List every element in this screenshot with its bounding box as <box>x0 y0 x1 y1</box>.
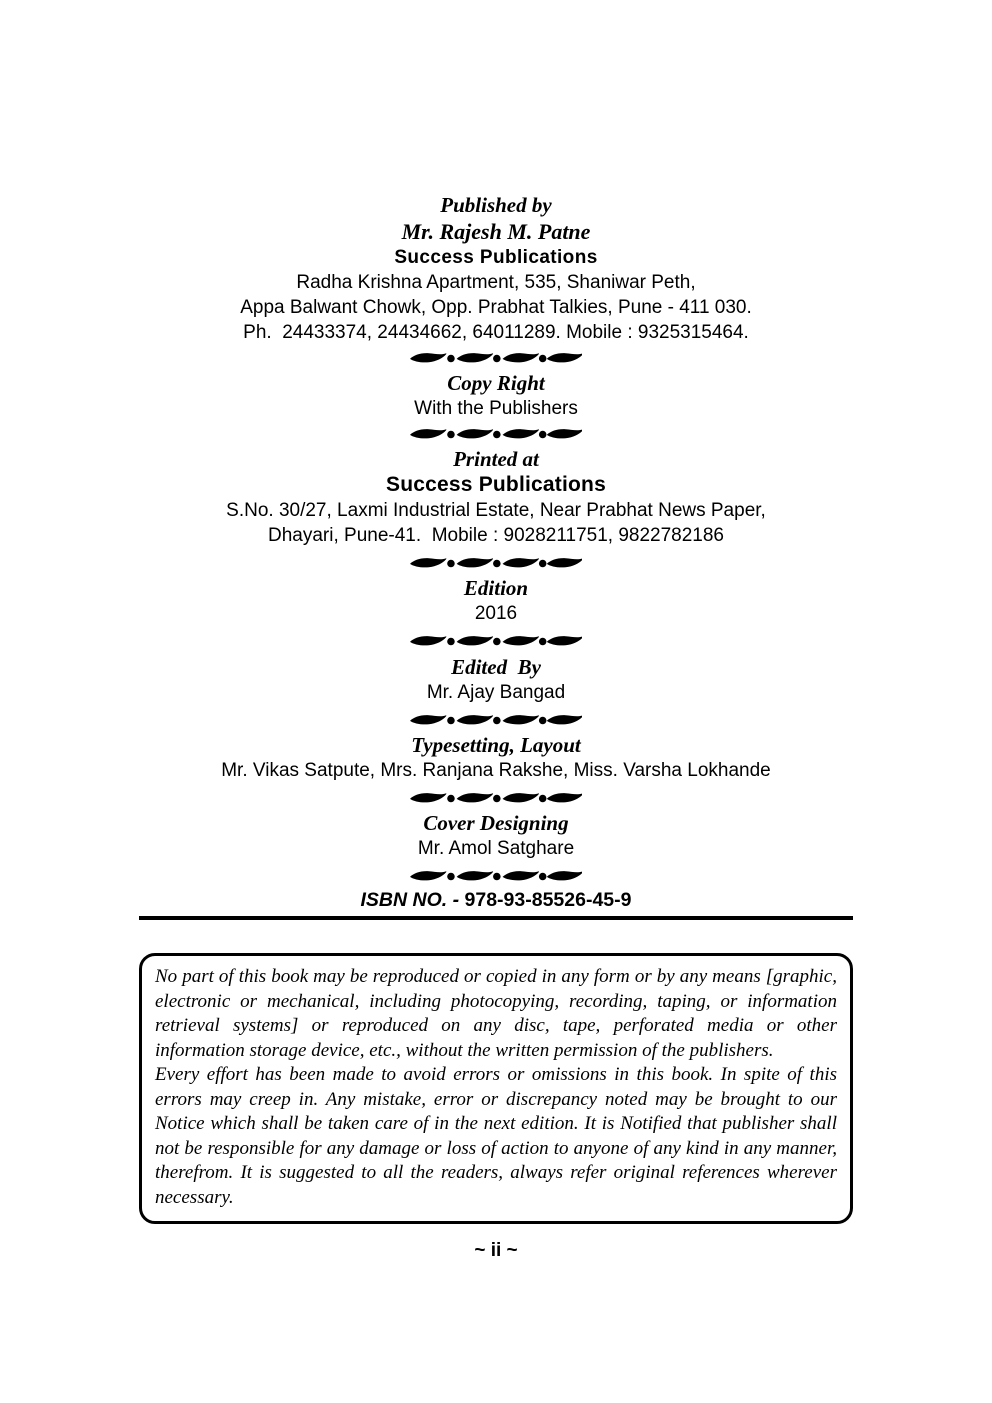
printer-company: Success Publications <box>386 473 606 496</box>
printed-at-heading: Printed at <box>453 447 539 471</box>
printer-address-line2: Dhayari, Pune-41. Mobile : 9028211751, 9822782186 <box>268 525 724 546</box>
edited-by-heading: Edited By <box>451 655 541 679</box>
publisher-phone-line: Ph. 24433374, 24434662, 64011289. Mobile : 9325315464. <box>243 322 749 343</box>
page-number: ~ ii ~ <box>474 1240 518 1261</box>
cover-designer-name: Mr. Amol Satghare <box>417 838 575 859</box>
copyright-holder: With the Publishers <box>414 398 578 419</box>
edition-heading: Edition <box>463 576 529 600</box>
editor-name: Mr. Ajay Bangad <box>426 682 566 703</box>
typesetting-heading: Typesetting, Layout <box>411 733 581 757</box>
published-by-heading: Published by <box>440 193 552 217</box>
leaf-divider-icon <box>410 351 582 365</box>
leaf-divider-icon <box>410 713 582 727</box>
leaf-divider-icon <box>410 556 582 570</box>
publisher-name: Mr. Rajesh M. Patne <box>401 219 591 244</box>
notice-paragraph-errors: Every effort has been made to avoid errors or omissions in this book. In spite of this errors may creep in. Any mistake, error or discrepancy noted may be brought to our Notice which shall be taken care of in the next edition. It is Notified that publisher shall not be responsible for any damage or loss of action to anyone of any kind in any manner, therefrom. It is suggested to all the readers, always refer original references wherever necessary. <box>155 1064 837 1208</box>
isbn-label: ISBN NO. - <box>360 889 465 911</box>
notice-paragraph-reproduction: No part of this book may be reproduced or copied in any form or by any means [graphic, electronic or mechanical, including photocopying, recording, taping, or information retrieval systems] or reproduced on any disc, tape, perforated media or other information storage device, etc., without the written permission of the publishers. <box>155 966 837 1061</box>
cover-designing-heading: Cover Designing <box>423 811 569 835</box>
edition-year: 2016 <box>474 603 518 624</box>
copyright-heading: Copy Right <box>447 371 545 395</box>
isbn-line <box>0 888 992 913</box>
leaf-divider-icon <box>410 634 582 648</box>
publisher-company: Success Publications <box>394 247 598 268</box>
publisher-address-line1: Radha Krishna Apartment, 535, Shaniwar Peth, <box>296 272 696 293</box>
typesetting-names: Mr. Vikas Satpute, Mrs. Ranjana Rakshe, Miss. Varsha Lokhande <box>221 760 771 781</box>
copyright-notice-box <box>139 953 853 1224</box>
leaf-divider-icon <box>410 427 582 441</box>
leaf-divider-icon <box>410 791 582 805</box>
printer-address-line1: S.No. 30/27, Laxmi Industrial Estate, Near Prabhat News Paper, <box>226 500 766 521</box>
leaf-divider-icon <box>410 869 582 883</box>
isbn-value: 978-93-85526-45-9 <box>464 889 632 911</box>
horizontal-rule <box>139 916 853 920</box>
publisher-address-line2: Appa Balwant Chowk, Opp. Prabhat Talkies, Pune - 411 030. <box>240 297 752 318</box>
